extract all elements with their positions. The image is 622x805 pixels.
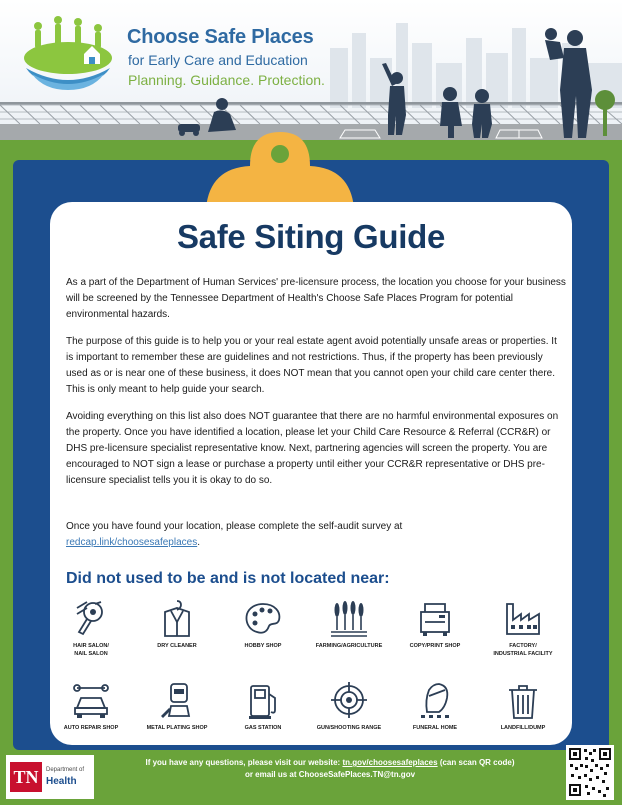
footer-contact	[100, 757, 560, 781]
gas-station-icon	[243, 680, 283, 720]
farming-icon	[329, 598, 369, 638]
qr-code-icon	[566, 745, 614, 800]
avoid-item-label: HOBBY SHOP	[244, 643, 282, 649]
avoid-item-landfill	[480, 680, 566, 750]
survey-paragraph: Once you have found your location, please complete the self-audit survey at	[66, 521, 403, 532]
tn-dept-label: Department of	[46, 767, 85, 773]
footer-line-1	[100, 757, 560, 769]
avoid-item-metal-plating	[134, 680, 220, 750]
avoid-item-label: LANDFILL/DUMP	[500, 725, 546, 731]
avoid-item-label: COPY/PRINT SHOP	[409, 643, 461, 649]
footer-line-1-post: (can scan QR code)	[437, 758, 515, 767]
avoid-item-dry-cleaner	[134, 598, 220, 668]
survey-link-line	[66, 535, 200, 551]
tn-mark: TN	[10, 762, 42, 792]
avoid-item-label: DRY CLEANER	[157, 643, 197, 649]
footer-website-link[interactable]: tn.gov/choosesafeplaces	[342, 758, 438, 767]
tn-health-logo	[6, 755, 94, 799]
shooting-range-icon	[329, 680, 369, 720]
hair-salon-icon	[71, 598, 111, 638]
org-title: Choose Safe Places	[127, 26, 314, 48]
avoid-item-label: GUN/SHOOTING RANGE	[316, 725, 382, 731]
funeral-home-icon	[415, 680, 455, 720]
dry-cleaner-icon	[157, 598, 197, 638]
copy-print-icon	[415, 598, 455, 638]
page-title: Safe Siting Guide	[176, 218, 446, 255]
avoid-item-label: GAS STATION	[244, 725, 282, 731]
avoid-list-heading: Did not used to be and is not located near:	[66, 570, 390, 587]
org-tagline: Planning. Guidance. Protection.	[128, 72, 325, 88]
factory-icon	[503, 598, 543, 638]
avoid-item-auto-repair	[48, 680, 134, 750]
intro-paragraph: As a part of the Department of Human Services' pre-licensure process, the location you choose for your business will be screened by the Tennessee Department of Health's Choose Safe Places Program for potential environmental hazards.	[66, 277, 566, 320]
avoid-item-label: HAIR SALON/	[73, 643, 109, 649]
org-subtitle: for Early Care and Education	[128, 52, 308, 68]
avoid-item-copy-print	[392, 598, 478, 668]
survey-link[interactable]: redcap.link/choosesafeplaces	[66, 537, 198, 548]
metal-plating-icon	[157, 680, 197, 720]
avoid-item-funeral-home	[392, 680, 478, 750]
hobby-shop-icon	[243, 598, 283, 638]
avoid-item-label-2: NAIL SALON	[74, 651, 108, 657]
avoid-item-label: METAL PLATING SHOP	[146, 725, 208, 731]
avoid-item-shooting-range	[306, 680, 392, 750]
avoid-item-label: FARMING/AGRICULTURE	[315, 643, 383, 649]
tn-health-label: Health	[46, 776, 77, 787]
avoid-item-label: FUNERAL HOME	[412, 725, 458, 731]
auto-repair-icon	[71, 680, 111, 720]
avoid-item-hair-salon	[48, 598, 134, 668]
avoid-item-farming	[306, 598, 392, 668]
avoid-item-factory	[480, 598, 566, 668]
footer-line-1-pre: If you have any questions, please visit our website:	[145, 758, 343, 767]
logo-globe-icon	[22, 14, 114, 94]
guarantee-paragraph: Avoiding everything on this list also does NOT guarantee that there are no harmful environmental exposures on the property. Once you have identified a location, please let your Child Care Resource & Referral (CCR&R) or DHS pre-licensure specialist representative know. Next, partnering agencies will screen the property. You are encouraged to NOT sign a lease or purchase a property until either your CCR&R representative or DHS pre-licensure specialist tells you it is okay to do so.	[66, 411, 559, 486]
avoid-item-label: AUTO REPAIR SHOP	[63, 725, 119, 731]
landfill-icon	[503, 680, 543, 720]
avoid-item-label-2: INDUSTRIAL FACILITY	[493, 651, 553, 657]
avoid-item-gas-station	[220, 680, 306, 750]
avoid-item-label: FACTORY/	[509, 643, 537, 649]
avoid-item-hobby-shop	[220, 598, 306, 668]
footer-email-line: or email us at ChooseSafePlaces.TN@tn.gov	[244, 770, 416, 779]
purpose-paragraph: The purpose of this guide is to help you or your real estate agent avoid potentially unsafe areas or properties. It is important to remember these are guidelines and not restrictions. Thus, if the property has been previously used as or is near one of these business, it does NOT mean that you cannot open your child care center there. This is only meant to help guide your search.	[66, 336, 557, 395]
survey-link-period: .	[197, 537, 200, 548]
qr-code[interactable]	[566, 745, 614, 800]
